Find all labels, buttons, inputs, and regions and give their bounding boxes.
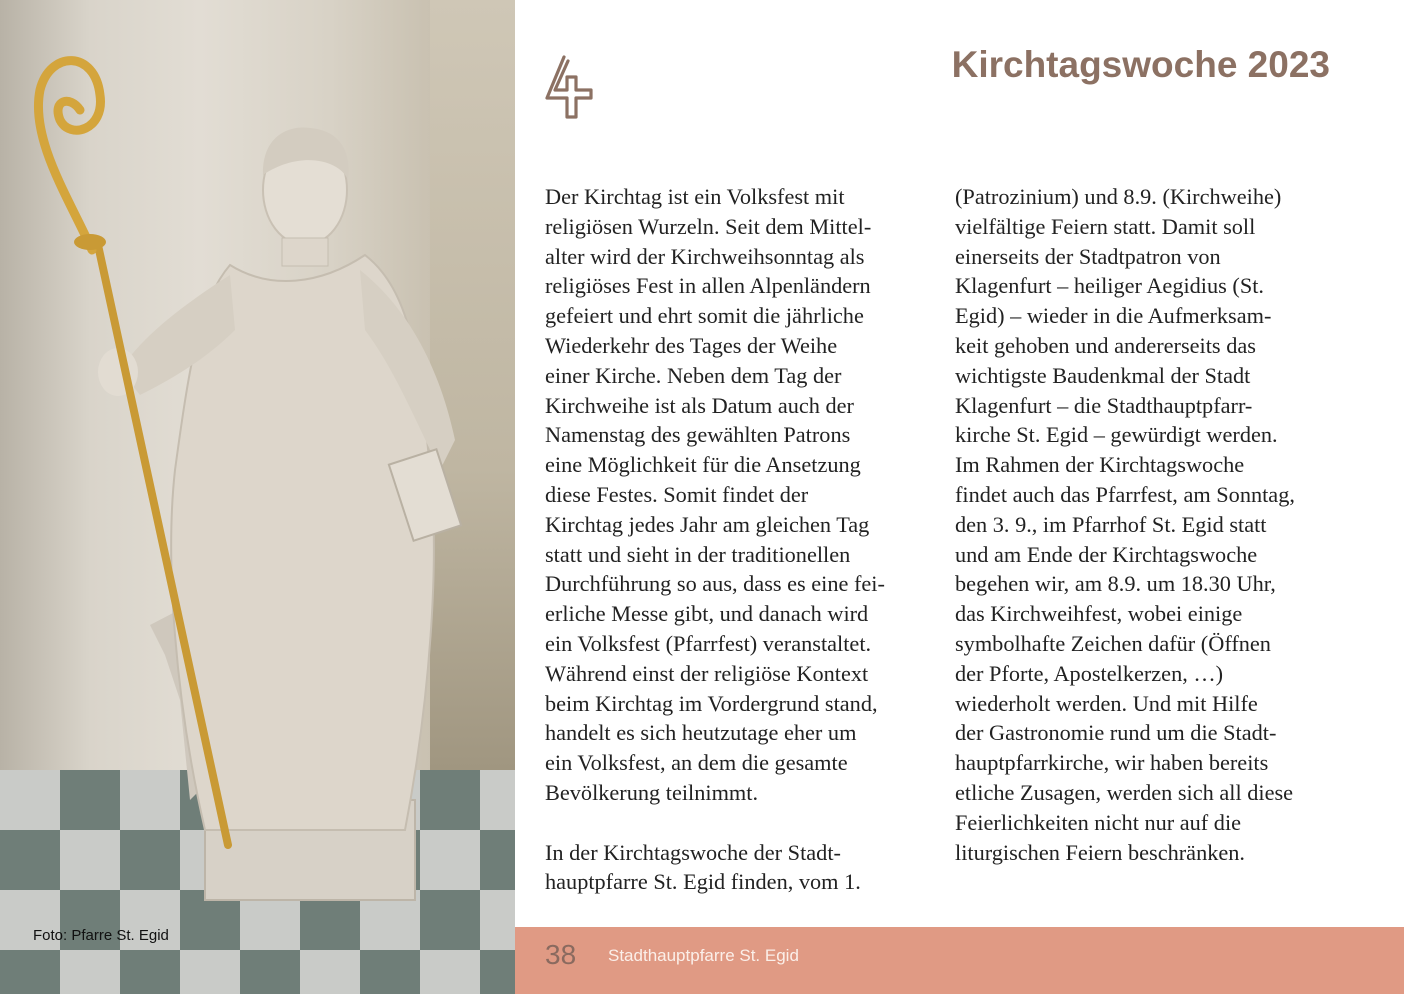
collar [282, 238, 328, 266]
text-line: eine Möglichkeit für die Ansetzung [545, 452, 861, 478]
photo-caption: Foto: Pfarre St. Egid [33, 927, 169, 944]
text-line: religiöses Fest in allen Alpenländern [545, 273, 871, 299]
article-left-column [545, 182, 925, 897]
text-line: einerseits der Stadtpatron von [955, 243, 1221, 269]
text-line: ein Volksfest, an dem die gesamte [545, 750, 848, 776]
text-line: einer Kirche. Neben dem Tag der [545, 362, 842, 388]
text-line: kirche St. Egid – gewürdigt werden. [955, 422, 1278, 448]
text-line: gefeiert und ehrt somit die jährliche [545, 303, 864, 329]
text-line: Bevölkerung teilnimmt. [545, 779, 759, 805]
article-paragraph-2 [545, 838, 925, 898]
article-right-column [955, 182, 1335, 867]
page-number: 38 [545, 939, 577, 970]
text-line: wichtigste Baudenkmal der Stadt [955, 362, 1251, 388]
text-line: religiösen Wurzeln. Seit dem Mittel- [545, 213, 872, 239]
text-line: Klagenfurt – heiliger Aegidius (St. [955, 273, 1264, 299]
text-line: In der Kirchtagswoche der Stadt- [545, 839, 841, 865]
text-line: vielfältige Feiern statt. Damit soll [955, 213, 1256, 239]
statue-illustration [0, 0, 515, 994]
text-line: Der Kirchtag ist ein Volksfest mit [545, 184, 845, 209]
text-line: handelt es sich heutzutage eher um [545, 720, 857, 746]
text-line: Egid) – wieder in die Aufmerksam- [955, 303, 1272, 329]
text-line: liturgischen Feiern beschränken. [955, 839, 1245, 865]
text-line: Klagenfurt – die Stadthauptpfarr- [955, 392, 1253, 418]
text-line: hauptpfarrkirche, wir haben bereits [955, 750, 1269, 776]
footer-parish-label: Stadthauptpfarre St. Egid [608, 946, 799, 965]
text-line: Wiederkehr des Tages der Weihe [545, 332, 838, 358]
text-line: Während einst der religiöse Kontext [545, 660, 869, 686]
text-line: und am Ende der Kirchtagswoche [955, 541, 1258, 567]
text-line: symbolhafte Zeichen dafür (Öffnen [955, 630, 1271, 656]
crozier-crook [38, 61, 100, 250]
text-line: (Patrozinium) und 8.9. (Kirchweihe) [955, 184, 1282, 209]
text-line: Kirchtag jedes Jahr am gleichen Tag [545, 511, 870, 537]
text-line: Durchführung so aus, dass es eine fei- [545, 571, 885, 597]
text-line: Im Rahmen der Kirchtagswoche [955, 452, 1245, 478]
text-line: den 3. 9., im Pfarrhof St. Egid statt [955, 511, 1267, 537]
page-title: Kirchtagswoche 2023 [951, 44, 1330, 85]
stylized-4-cross-icon [543, 53, 597, 123]
text-line: Kirchweihe ist als Datum auch der [545, 392, 854, 418]
text-line: beim Kirchtag im Vordergrund stand, [545, 690, 878, 716]
text-line: statt und sieht in der traditionellen [545, 541, 851, 567]
text-line: Namenstag des gewählten Patrons [545, 422, 851, 448]
text-line: Feierlichkeiten nicht nur auf die [955, 809, 1242, 835]
statue-photo [0, 0, 515, 994]
text-line: keit gehoben und andererseits das [955, 332, 1256, 358]
crozier-knob [74, 234, 106, 250]
article-paragraph-1 [545, 182, 925, 808]
text-line: diese Festes. Somit findet der [545, 481, 809, 507]
text-line: alter wird der Kirchweihsonntag als [545, 243, 865, 269]
text-line: etliche Zusagen, werden sich all diese [955, 779, 1294, 805]
text-line: der Gastronomie rund um die Stadt- [955, 720, 1277, 746]
article-paragraph-2-continued [955, 182, 1335, 867]
text-line: der Pforte, Apostelkerzen, …) [955, 660, 1224, 686]
text-line: das Kirchweihfest, wobei einige [955, 601, 1243, 627]
text-line: ein Volksfest (Pfarrfest) veranstaltet. [545, 630, 872, 656]
text-line: hauptpfarre St. Egid finden, vom 1. [545, 869, 861, 895]
text-line: wiederholt werden. Und mit Hilfe [955, 690, 1258, 716]
text-line: findet auch das Pfarrfest, am Sonntag, [955, 481, 1295, 507]
footer-band [515, 927, 1404, 994]
text-line: begehen wir, am 8.9. um 18.30 Uhr, [955, 571, 1276, 597]
text-line: erliche Messe gibt, und danach wird [545, 601, 869, 627]
